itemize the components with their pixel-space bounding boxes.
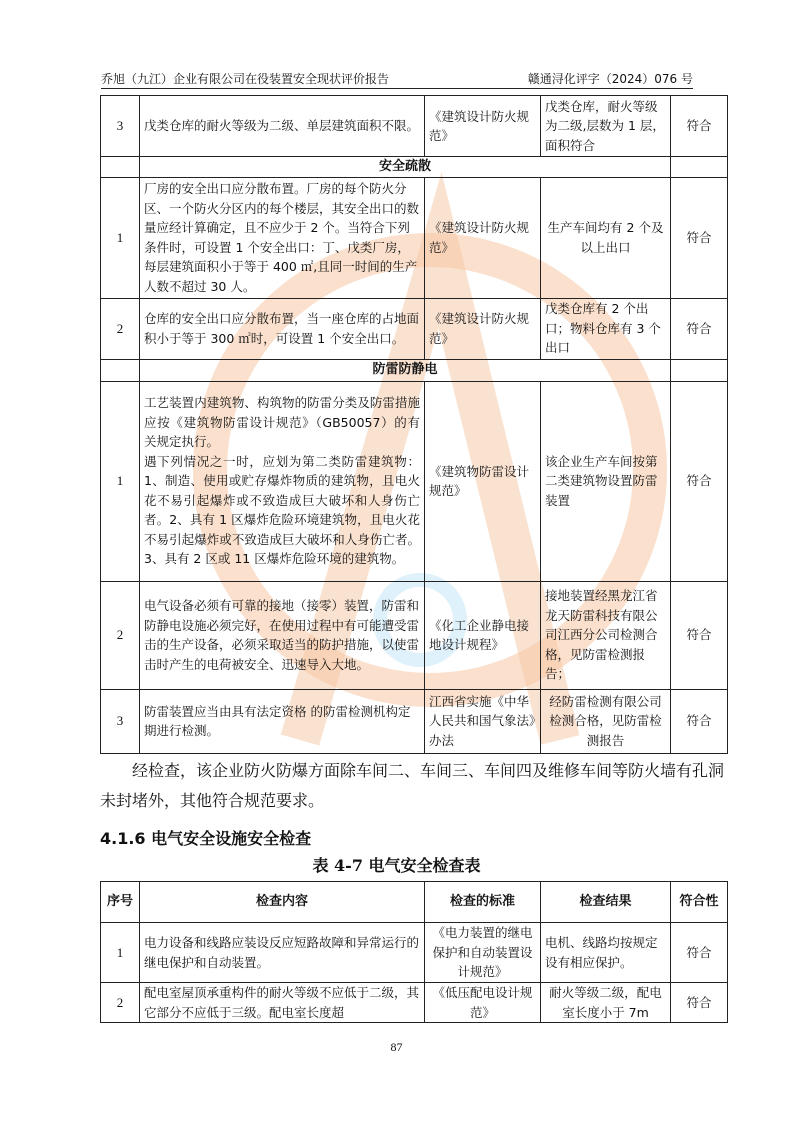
conformity: 符合 <box>671 381 728 581</box>
table-caption: 表 4-7 电气安全检查表 <box>312 856 481 875</box>
report-number: 赣通浔化评字（2024）076 号 <box>527 72 693 86</box>
check-content: 电力设备和线路应装设反应短路故障和异常运行的继电保护和自动装置。 <box>140 923 425 983</box>
section-title: 安全疏散 <box>140 157 671 178</box>
check-standard: 《建筑物防雷设计规范》 <box>425 381 541 581</box>
table-row <box>101 96 728 157</box>
table-row <box>101 177 728 298</box>
check-standard: 《建筑设计防火规范》 <box>425 298 541 359</box>
check-content: 电气设备必须有可靠的接地（接零）装置，防雷和防静电设施必须完好，在使用过程中有可能遭受雷击的生产设备，必须采取适当的防护措施，以使雷击时产生的电荷被安全、迅速导入大地。 <box>140 581 425 689</box>
check-content <box>140 381 425 581</box>
row-number: 2 <box>101 581 140 689</box>
table-row <box>101 381 728 581</box>
check-standard: 《化工企业静电接地设计规程》 <box>425 581 541 689</box>
section-title: 防雷防静电 <box>140 359 671 381</box>
conformity: 符合 <box>671 96 728 157</box>
report-title: 乔旭（九江）企业有限公司在役装置安全现状评价报告 <box>101 72 390 86</box>
check-standard: 《低压配电设计规范》 <box>425 983 541 1023</box>
row-number: 1 <box>101 381 140 581</box>
check-standard: 《建筑设计防火规范》 <box>425 96 541 157</box>
check-content-part1: 工艺装置内建筑物、构筑物的防雷分类及防雷措施应按《建筑物防雷设计规范》（GB50057）的有关规定执行。 <box>144 395 420 450</box>
check-content-part2: 遇下列情况之一时，应划为第二类防雷建筑物：1、制造、使用或贮存爆炸物质的建筑物，且电火花不易引起爆炸或不致造成巨大破坏和人身伤亡者。2、具有 1 区爆炸危险环境建筑物，且电火花不易引起爆炸或不致造成巨大破坏和人身伤亡者。3、具有 2 区或 11 区爆炸危险环境的建筑物。 <box>144 453 420 567</box>
table-header-row <box>101 882 728 923</box>
check-content: 防雷装置应当由具有法定资格 的防雷检测机构定期进行检测。 <box>140 689 425 753</box>
conformity: 符合 <box>671 298 728 359</box>
check-result: 电机、线路均按规定设有相应保护。 <box>541 923 671 983</box>
check-result: 接地装置经黑龙江省龙天防雷科技有限公司江西分公司检测合格，见防雷检测报告； <box>541 581 671 689</box>
check-content: 仓库的安全出口应分散布置，当一座仓库的占地面积小于等于 300 ㎡时，可设置 1 个安全出口。 <box>140 298 425 359</box>
header-content: 检查内容 <box>140 882 425 923</box>
check-content: 戊类仓库的耐火等级为二级、单层建筑面积不限。 <box>140 96 425 157</box>
table-row <box>101 298 728 359</box>
check-result: 该企业生产车间按第二类建筑物设置防雷装置 <box>541 381 671 581</box>
page-number: 87 <box>390 1040 403 1054</box>
row-number: 2 <box>101 983 140 1023</box>
fire-safety-check-table <box>100 95 728 754</box>
subsection-heading: 4.1.6 电气安全设施安全检查 <box>100 829 312 848</box>
check-result: 戊类仓库有 2 个出口；物料仓库有 3 个出口 <box>541 298 671 359</box>
table-row <box>101 923 728 983</box>
conformity: 符合 <box>671 581 728 689</box>
check-result: 经防雷检测有限公司检测合格，见防雷检测报告 <box>541 689 671 753</box>
electrical-safety-check-table <box>100 881 728 1023</box>
check-standard: 《建筑设计防火规范》 <box>425 177 541 298</box>
check-result: 耐火等级二级，配电室长度小于 7m <box>541 983 671 1023</box>
page-header <box>101 68 693 89</box>
table-row <box>101 983 728 1023</box>
row-number: 1 <box>101 177 140 298</box>
row-number: 3 <box>101 96 140 157</box>
check-result: 生产车间均有 2 个及以上出口 <box>541 177 671 298</box>
table-row <box>101 689 728 753</box>
header-conform: 符合性 <box>671 882 728 923</box>
table-row <box>101 581 728 689</box>
check-standard: 江西省实施《中华人民共和国气象法》办法 <box>425 689 541 753</box>
check-content: 配电室屋顶承重构件的耐火等级不应低于二级，其它部分不应低于三级。配电室长度超 <box>140 983 425 1023</box>
row-number: 2 <box>101 298 140 359</box>
header-no: 序号 <box>101 882 140 923</box>
header-standard: 检查的标准 <box>425 882 541 923</box>
conformity: 符合 <box>671 177 728 298</box>
row-number: 1 <box>101 923 140 983</box>
check-result: 戊类仓库，耐火等级为二级,层数为 1 层，面积符合 <box>541 96 671 157</box>
section-row <box>101 359 728 381</box>
row-number: 3 <box>101 689 140 753</box>
header-result: 检查结果 <box>541 882 671 923</box>
conformity: 符合 <box>671 923 728 983</box>
conformity: 符合 <box>671 983 728 1023</box>
check-content: 厂房的安全出口应分散布置。厂房的每个防火分区、一个防火分区内的每个楼层，其安全出口的数量应经计算确定，且不应少于 2 个。当符合下列条件时，可设置 1 个安全出口：丁、戊类厂房，每层建筑面积小于等于 400 ㎡,且同一时间的生产人数不超过 30 人。 <box>140 177 425 298</box>
section-row <box>101 157 728 178</box>
summary-paragraph: 经检查，该企业防火防爆方面除车间二、车间三、车间四及维修车间等防火墙有孔洞未封堵外，其他符合规范要求。 <box>100 761 725 810</box>
conformity: 符合 <box>671 689 728 753</box>
check-standard: 《电力装置的继电保护和自动装置设计规范》 <box>425 923 541 983</box>
